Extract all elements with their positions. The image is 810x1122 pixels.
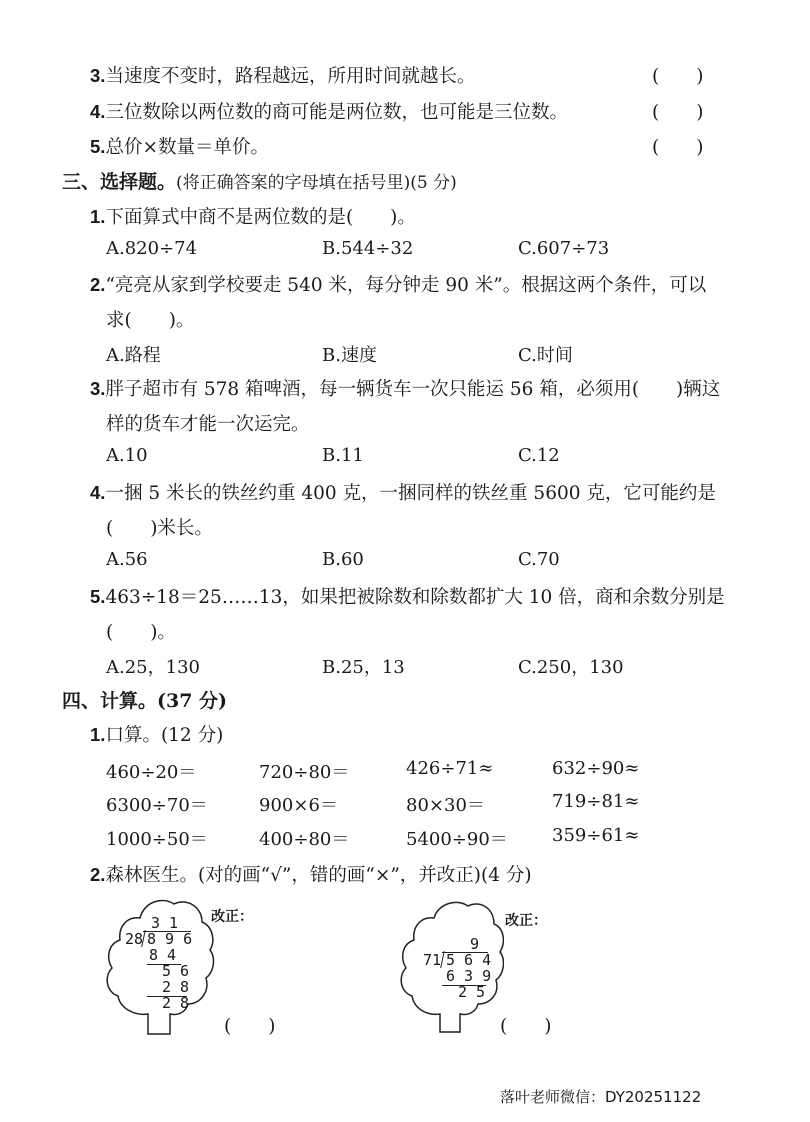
- judge-text: 当速度不变时，路程越远，所用时间就越长。: [105, 66, 476, 87]
- judge-item-5: [90, 133, 269, 159]
- division-quotient: 3 1: [151, 914, 179, 932]
- question-number: 2.: [90, 274, 106, 295]
- oral-item: 1000÷50＝: [106, 829, 208, 850]
- question-number: 2.: [90, 864, 106, 885]
- choice-question-1: [90, 203, 416, 229]
- judge-number: 5.: [90, 136, 106, 157]
- option-a[interactable]: A.10: [106, 445, 148, 466]
- option-b[interactable]: B.25，13: [322, 657, 405, 678]
- oral-calc-heading: [90, 721, 223, 747]
- option-b[interactable]: B.60: [322, 549, 364, 570]
- question-text-cont: ( )。: [106, 622, 176, 643]
- footer-contact: 落叶老师微信：DY20251122: [500, 1088, 702, 1106]
- division-remainder: 5 6: [162, 962, 190, 980]
- division-divisor: 28: [125, 930, 144, 948]
- option-c[interactable]: C.时间: [518, 345, 573, 366]
- option-a[interactable]: A.路程: [106, 345, 161, 366]
- choice-question-4: [90, 479, 716, 505]
- question-text: 一捆 5 米长的铁丝约重 400 克，一捆同样的铁丝重 5600 克，它可能约是: [105, 483, 716, 504]
- section-choice-heading: [62, 167, 457, 194]
- judge-item-4: [90, 98, 568, 124]
- oral-item: 460÷20＝: [106, 762, 197, 783]
- division-dividend: 5 6 4: [446, 951, 492, 969]
- question-number: 1.: [90, 206, 106, 227]
- question-text: 胖子超市有 578 箱啤酒，每一辆货车一次只能运 56 箱，必须用( )辆这: [105, 379, 721, 400]
- section-calc-heading: 四、计算。(37 分): [62, 690, 228, 712]
- division-remainder: 2 5: [458, 983, 486, 1001]
- option-c[interactable]: C.70: [518, 549, 560, 570]
- judge-number: 4.: [90, 101, 106, 122]
- oral-item: 900×6＝: [259, 795, 338, 816]
- forest-doctor-heading: [90, 861, 532, 887]
- answer-paren[interactable]: ( ): [500, 1016, 552, 1037]
- division-divisor: 71: [423, 951, 442, 969]
- oral-item: 6300÷70＝: [106, 795, 208, 816]
- question-text: 口算。(12 分): [105, 725, 224, 746]
- division-dividend: 8 9 6: [147, 930, 193, 948]
- choice-question-2: [90, 271, 706, 297]
- judge-item-3: [90, 62, 475, 88]
- judge-text: 三位数除以两位数的商可能是两位数，也可能是三位数。: [105, 102, 568, 123]
- question-text: “亮亮从家到学校要走 540 米，每分钟走 90 米”。根据这两个条件，可以: [105, 275, 707, 296]
- oral-item: 632÷90≈: [552, 758, 640, 779]
- question-number: 1.: [90, 724, 106, 745]
- choice-question-3: [90, 375, 720, 401]
- question-text: 463÷18＝25……13，如果把被除数和除数都扩大 10 倍，商和余数分别是: [105, 587, 725, 608]
- section-title: 三、选择题。: [62, 171, 177, 193]
- oral-item: 400÷80＝: [259, 829, 350, 850]
- division-remainder: 2 8: [162, 994, 190, 1012]
- judge-number: 3.: [90, 65, 106, 86]
- option-a[interactable]: A.25，130: [106, 657, 200, 678]
- option-b[interactable]: B.544÷32: [322, 238, 414, 259]
- question-number: 3.: [90, 378, 106, 399]
- choice-question-5: [90, 583, 725, 609]
- oral-item: 719÷81≈: [552, 791, 640, 812]
- question-text-cont: 样的货车才能一次运完。: [106, 414, 310, 435]
- answer-paren[interactable]: ( ): [652, 137, 704, 158]
- option-b[interactable]: B.11: [322, 445, 364, 466]
- option-a[interactable]: A.56: [106, 549, 148, 570]
- question-number: 5.: [90, 586, 106, 607]
- option-c[interactable]: C.250，130: [518, 657, 624, 678]
- option-c[interactable]: C.607÷73: [518, 238, 610, 259]
- section-note: (将正确答案的字母填在括号里)(5 分): [176, 173, 457, 193]
- judge-text: 总价×数量＝单价。: [105, 137, 269, 158]
- fix-label: 改正：: [505, 913, 547, 929]
- oral-item: 720÷80＝: [259, 762, 350, 783]
- oral-item: 359÷61≈: [552, 825, 640, 846]
- division-subtract: 6 3 9: [446, 967, 492, 985]
- answer-paren[interactable]: ( ): [652, 102, 704, 123]
- option-c[interactable]: C.12: [518, 445, 560, 466]
- division-subtract: 2 8: [162, 978, 190, 996]
- division-subtract: 8 4: [149, 946, 177, 964]
- answer-paren[interactable]: ( ): [224, 1016, 276, 1037]
- option-a[interactable]: A.820÷74: [106, 238, 198, 259]
- question-text-cont: 求( )。: [106, 310, 195, 331]
- question-text: 下面算式中商不是两位数的是( )。: [105, 207, 416, 228]
- question-text: 森林医生。(对的画“√”，错的画“×”，并改正)(4 分): [105, 865, 532, 886]
- option-b[interactable]: B.速度: [322, 345, 377, 366]
- question-number: 4.: [90, 482, 106, 503]
- question-text-cont: ( )米长。: [106, 518, 213, 539]
- oral-item: 80×30＝: [406, 795, 485, 816]
- division-quotient: 9: [470, 935, 480, 953]
- answer-paren[interactable]: ( ): [652, 66, 704, 87]
- oral-item: 5400÷90＝: [406, 829, 508, 850]
- oral-item: 426÷71≈: [406, 758, 494, 779]
- fix-label: 改正：: [211, 909, 253, 925]
